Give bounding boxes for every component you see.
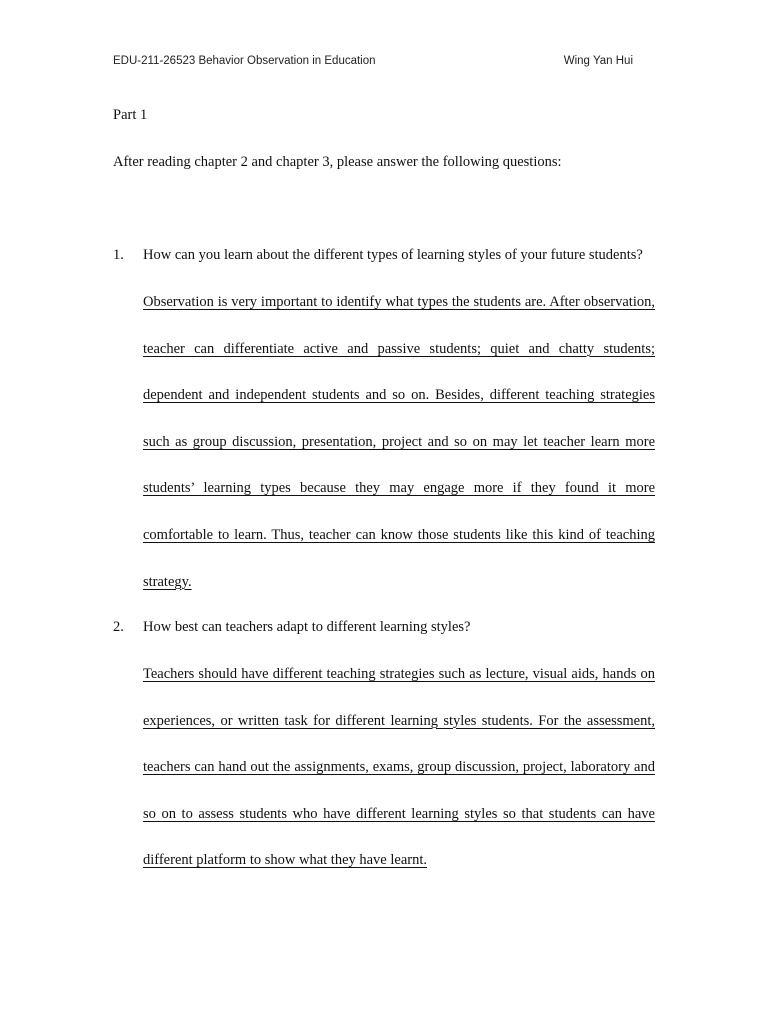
question-number: 1. — [113, 247, 124, 263]
answer-text: Observation is very important to identify what types the students are. After observation, teacher can differentiate active and passive students; quiet and chatty students; dependent and independent students and so on. Besides, different teaching strategies such as group discussion, presentation, project and so on may let teacher learn more students’ learning types because they may engage more if they found it more comfortable to learn. Thus, teacher can know those students like this kind of teaching strategy. — [143, 294, 655, 590]
course-title: EDU-211-26523 Behavior Observation in Education — [113, 55, 376, 67]
page-header — [113, 55, 633, 73]
author-name: Wing Yan Hui — [563, 55, 633, 67]
question-text: How best can teachers adapt to different learning styles? — [143, 619, 471, 635]
intro-text: After reading chapter 2 and chapter 3, please answer the following questions: — [113, 154, 562, 170]
question-number: 2. — [113, 619, 124, 635]
answer-text: Teachers should have different teaching strategies such as lecture, visual aids, hands on experiences, or written task for different learning styles students. For the assessment, teachers can hand out the assignments, exams, group discussion, project, laboratory and so on to assess students who have different learning styles so that students can have different platform to show what they have learnt. — [143, 666, 655, 869]
question-text: How can you learn about the different types of learning styles of your future students? — [143, 247, 643, 263]
part-heading: Part 1 — [113, 107, 148, 123]
